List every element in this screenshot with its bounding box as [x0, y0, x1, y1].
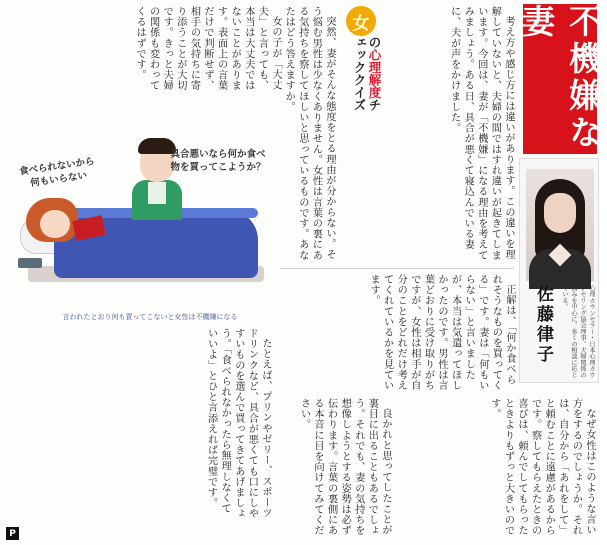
- author-name: 佐藤律子: [533, 285, 553, 365]
- quiz-heading: [338, 6, 382, 114]
- quiz-heading-rest: チェッククイズ: [352, 36, 382, 111]
- body-paragraph: 女の子が「大丈夫」と言っても、本当は大丈夫ではないことがあります。表面上の言葉だけで判断せず、相手の気持ちに寄り添うことが大切です。きっと夫婦の関係も変わってくるはずです。: [134, 6, 281, 91]
- body-paragraph: 正解は、「何か食べられそうなものを買ってくる」です。妻は「何もいらない」と言いましたが、本当は気遣ってほしかったのです。男性は言葉どおりに受け取りがちですが、女性は相手が自分のことをどれだけ考えてくれているかを見ています。: [368, 274, 515, 391]
- body-column-mid-left: [6, 328, 272, 522]
- phone-icon: [18, 258, 42, 268]
- husband-speech: 具合悪いなら何か食べ物を買ってこようか？: [170, 149, 266, 173]
- article-title: 不機嫌な妻: [517, 4, 603, 152]
- body-column-mid-right: [280, 274, 516, 394]
- body-column-top-right: [395, 6, 515, 262]
- section-divider: [280, 268, 514, 269]
- body-paragraph: 考え方や感じ方には違いがあります。この違いを理解していないと、夫婦の間ではすれ違いが起きてしまいます。今回は、妻が「不機嫌」になる理由を考えてみましょう。ある日、具合が悪くて寝込んでいる妻に、夫が声をかけました。: [448, 6, 514, 261]
- quiz-heading-prefix: の: [367, 36, 382, 49]
- quiz-heading-text: [338, 36, 382, 114]
- body-column-top-mid: [283, 6, 336, 262]
- quiz-badge: 女: [346, 6, 376, 36]
- author-bio: 心理カウンセラー・日本心理カウンセリング協会理事。夫婦関係の悩みを中心に、多くの相談に応じている。: [561, 285, 595, 378]
- author-photo: [526, 169, 594, 281]
- body-column-bottom-b: [280, 398, 392, 540]
- body-column-top-left: [136, 6, 282, 96]
- body-paragraph: なぜ女性はこのような言い方をするのでしょうか。それは、自分から「あれをして」と頼むことに遠慮があるからです。察してもらえたときの喜びは、頼んでしてもらったときよりもずっと大きいのです。: [488, 398, 595, 536]
- wife-speech: 食べられないから何もいらない: [18, 155, 96, 190]
- author-box: [519, 158, 599, 383]
- quiz-heading-accent: 心理解度: [367, 48, 382, 99]
- body-paragraph: たとえば、プリンやゼリー、スポーツドリンクなど、具合が悪くても口にしやすいものを選んで買ってきてあげましょう。「食べられなかったら無理しなくていいよ」とひと言添えれば完璧です。: [205, 328, 271, 519]
- body-paragraph: 突然、妻がそんな態度をとる理由が分からない。そう悩む男性は少なくありません。女性は言葉の裏にある気持ちを察してほしいと思っているものです。あなたはどう答えますか。: [283, 6, 335, 261]
- body-paragraph: 良かれと思ってしたことが裏目に出ることもあるでしょう。それでも、妻の気持ちを想像しようとする姿勢は必ず伝わります。言葉の裏側にある本音に目を向けてみてください。: [298, 398, 391, 536]
- page-marker: P: [6, 527, 19, 540]
- body-column-bottom-a: [398, 398, 596, 540]
- illustration-caption: 言われたとおり何も買ってこないと女性は不機嫌になる: [62, 313, 238, 321]
